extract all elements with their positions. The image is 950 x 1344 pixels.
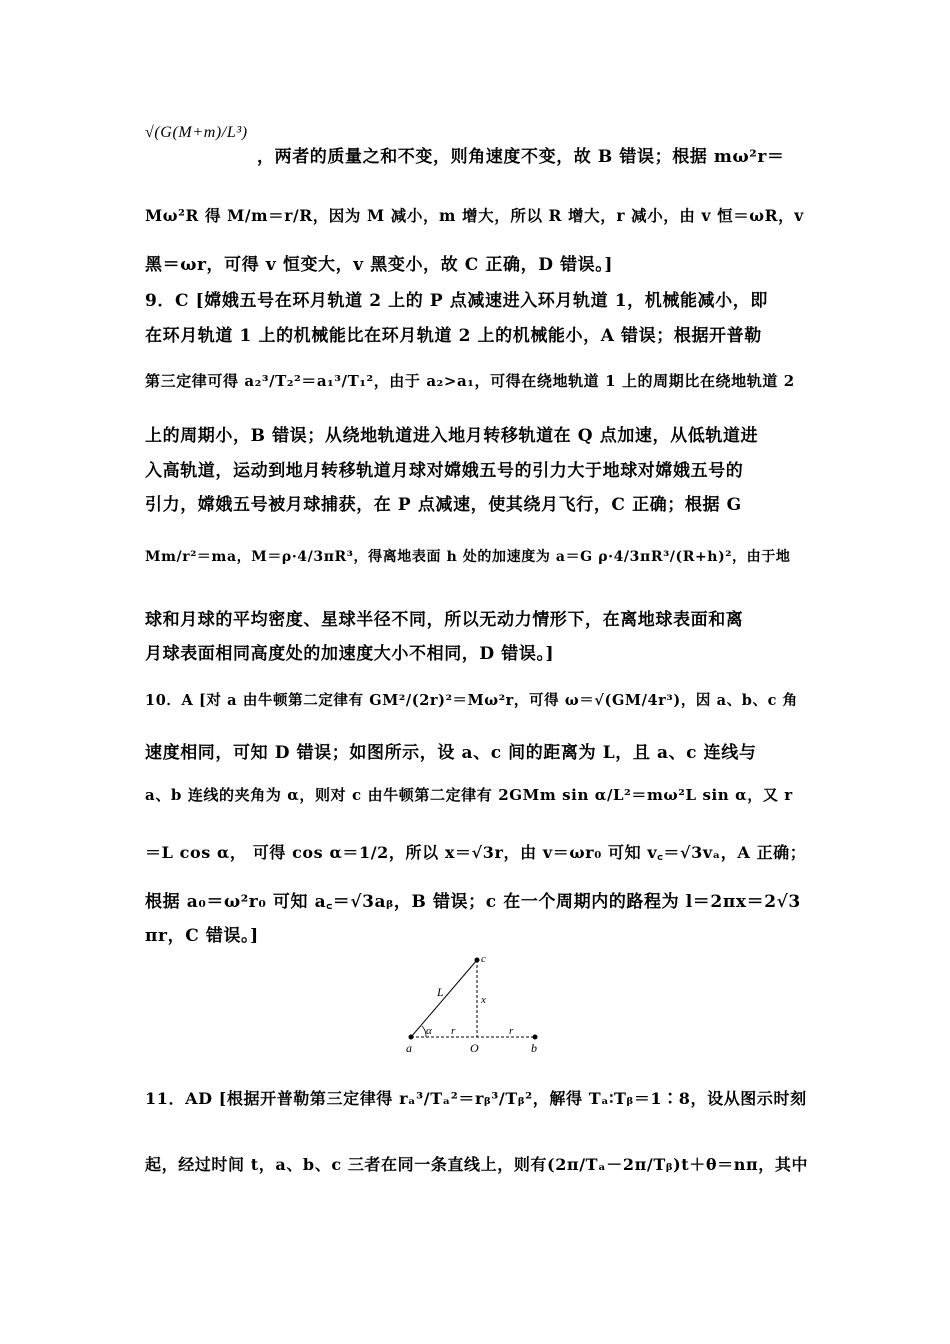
sqrt-formula: √(G(M+m)/L³)	[145, 124, 248, 141]
text-line-10: 球和月球的平均密度、星球半径不同，所以无动力情形下，在离地球表面和离	[145, 610, 744, 630]
label-L: L	[437, 985, 444, 999]
text-line-7: 入高轨道，运动到地月转移轨道月球对嫦娥五号的引力大于地球对嫦娥五号的	[145, 461, 744, 481]
text-line-17: πr，C 错误。]	[145, 926, 259, 946]
label-O: O	[470, 1041, 479, 1055]
label-x: x	[481, 994, 486, 1006]
text-line-1: Mω²R 得 M/m＝r/R，因为 M 减小，m 增大，所以 R 增大，r 减小，由 v 恒＝ωR，v	[145, 206, 804, 225]
text-line-2: 黑＝ωr，可得 v 恒变大，v 黑变小，故 C 正确，D 错误。]	[145, 255, 614, 275]
label-r2: r	[509, 1025, 514, 1037]
text-line-8: 引力，嫦娥五号被月球捕获，在 P 点减速，使其绕月飞行，C 正确；根据 G	[145, 495, 742, 515]
label-r1: r	[451, 1025, 456, 1037]
label-b: b	[531, 1041, 537, 1055]
label-c: c	[481, 953, 486, 965]
text-line-19: 起，经过时间 t，a、b、c 三者在同一条直线上，则有(2π/Tₐ－2π/Tᵦ)t＋θ＝nπ，其中	[145, 1155, 809, 1174]
text-line-5: 第三定律可得 a₂³/T₂²＝a₁³/T₁²，由于 a₂>a₁，可得在绕地轨道 1 上的周期比在绕地轨道 2	[145, 372, 795, 390]
label-a: a	[406, 1041, 412, 1055]
text-line-14: a、b 连线的夹角为 α，则对 c 由牛顿第二定律有 2GMm sin α/L²＝mω²L sin α，又 r	[145, 786, 793, 804]
text-line-18: 11．AD [根据开普勒第三定律得 rₐ³/Tₐ²＝rᵦ³/Tᵦ²，解得 Tₐ∶Tᵦ＝1∶8，设从图示时刻	[145, 1089, 807, 1108]
text-line-3: 9．C [嫦娥五号在环月轨道 2 上的 P 点减速进入环月轨道 1，机械能减小，即	[145, 291, 768, 311]
text-line-11: 月球表面相同高度处的加速度大小不相同，D 错误。]	[145, 644, 555, 664]
orbit-diagram	[400, 950, 550, 1060]
text-line-9: Mm/r²＝ma，M＝ρ·4/3πR³，得离地表面 h 处的加速度为 a＝G ρ·4/3πR³/(R+h)²，由于地	[145, 549, 791, 565]
text-line-4: 在环月轨道 1 上的机械能比在环月轨道 2 上的机械能小，A 错误；根据开普勒	[145, 326, 762, 346]
text-line-0b: ，两者的质量之和不变，则角速度不变，故 B 错误；根据 mω²r＝	[257, 147, 785, 167]
text-line-15: ＝L cos α， 可得 cos α＝1/2，所以 x＝√3r，由 v＝ωr₀ 可知 v꜀＝√3vₐ，A 正确；	[145, 843, 807, 862]
text-line-6: 上的周期小，B 错误；从绕地轨道进入地月转移轨道在 Q 点加速，从低轨道进	[145, 426, 759, 446]
point-c	[475, 958, 480, 963]
text-line-16: 根据 a₀＝ω²r₀ 可知 a꜀＝√3aᵦ，B 错误；c 在一个周期内的路程为 l＝2πx＝2√3	[145, 892, 801, 912]
point-a	[409, 1035, 414, 1040]
line-a-c	[411, 960, 477, 1037]
point-b	[533, 1035, 538, 1040]
text-line-0	[145, 122, 255, 142]
text-line-12: 10．A [对 a 由牛顿第二定律有 GM²/(2r)²＝Mω²r，可得 ω＝√(GM/4r³)，因 a、b、c 角	[145, 692, 798, 709]
text-line-13: 速度相同，可知 D 错误；如图所示，设 a、c 间的距离为 L，且 a、c 连线与	[145, 743, 757, 763]
label-alpha: α	[426, 1025, 432, 1037]
